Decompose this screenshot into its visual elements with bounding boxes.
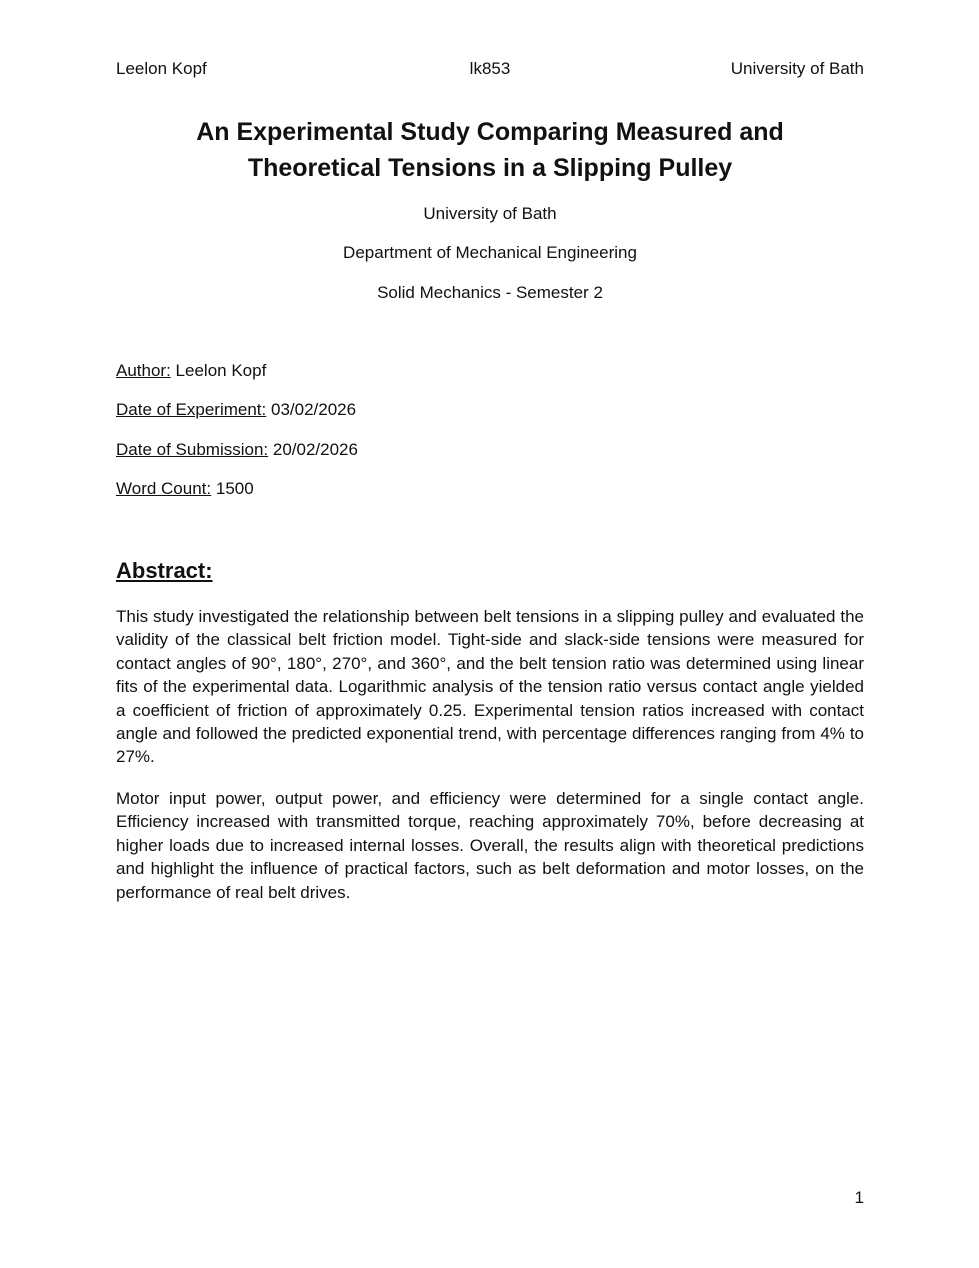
meta-author [116, 360, 266, 382]
title-line-1: An Experimental Study Comparing Measured and [196, 118, 784, 146]
header-student-id: lk853 [469, 59, 511, 78]
meta-submission-value: 20/02/2026 [272, 440, 358, 459]
meta-submission-date [116, 439, 358, 461]
meta-author-value: Leelon Kopf [175, 361, 267, 380]
abstract-paragraph-1: This study investigated the relationship between belt tensions in a slipping pulley and evaluated the validity of the classical belt friction model. Tight-side and slack-side tensions were measured for contact angles of 90°, 180°, 270°, and 360°, and the belt tension ratio was determined using linear fits of the experimental data. Logarithmic analysis of the tension ratio versus contact angle yielded a coefficient of friction of approximately 0.25. Experimental tension ratios increased with contact angle and followed the predicted exponential trend, with percentage differences ranging from 4% to 27%. [116, 607, 864, 767]
document-title [116, 114, 864, 186]
title-line-2: Theoretical Tensions in a Slipping Pulley [247, 154, 733, 182]
header-author: Leelon Kopf [116, 59, 207, 78]
meta-wordcount-label: Word Count: [116, 479, 212, 498]
subtitle-department: Department of Mechanical Engineering [343, 243, 637, 262]
meta-experiment-value: 03/02/2026 [270, 400, 357, 419]
subtitle-university: University of Bath [423, 204, 557, 223]
meta-wordcount-value: 1500 [215, 479, 254, 498]
meta-author-label: Author: [116, 361, 171, 380]
page-header [116, 58, 864, 80]
abstract-heading: Abstract: [116, 558, 213, 583]
abstract-paragraph-2: Motor input power, output power, and efficiency were determined for a single contact angle. Efficiency increased with transmitted torque, reaching approximately 70%, before decreasing at higher loads due to increased internal losses. Overall, the results align with theoretical predictions and highlight the influence of practical factors, such as belt deformation and motor losses, on the performance of real belt drives. [116, 789, 864, 902]
subtitle-course: Solid Mechanics - Semester 2 [377, 283, 603, 302]
header-institution: University of Bath [730, 59, 864, 78]
meta-word-count [116, 478, 254, 500]
meta-experiment-label: Date of Experiment: [116, 400, 267, 419]
page-number: 1 [854, 1188, 864, 1207]
meta-experiment-date [116, 399, 356, 421]
meta-submission-label: Date of Submission: [116, 440, 269, 459]
